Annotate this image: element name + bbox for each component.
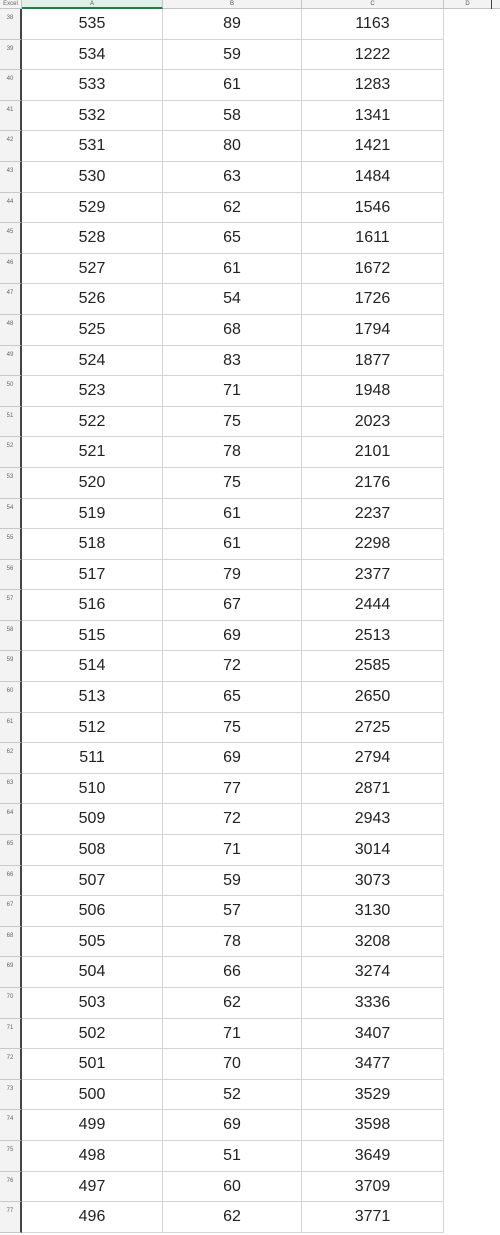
cell-d[interactable] xyxy=(444,896,500,927)
row-header[interactable]: 56 xyxy=(0,560,22,591)
cell-b[interactable]: 70 xyxy=(163,1049,302,1080)
table-row xyxy=(0,376,500,407)
cell-a[interactable]: 523 xyxy=(22,376,163,407)
cell-b[interactable]: 61 xyxy=(163,70,302,101)
row-header[interactable]: 63 xyxy=(0,774,22,805)
cell-b[interactable]: 59 xyxy=(163,40,302,71)
cell-a[interactable]: 518 xyxy=(22,529,163,560)
cell-b[interactable]: 78 xyxy=(163,437,302,468)
cell-d[interactable] xyxy=(444,162,500,193)
row-header[interactable]: 42 xyxy=(0,131,22,162)
table-row xyxy=(0,713,500,744)
column-header-c[interactable]: C xyxy=(302,0,444,9)
table-row xyxy=(0,131,500,162)
table-row xyxy=(0,651,500,682)
cell-a[interactable]: 524 xyxy=(22,346,163,377)
cell-c[interactable]: 2237 xyxy=(302,499,444,530)
row-header[interactable]: 49 xyxy=(0,346,22,377)
cell-a[interactable]: 505 xyxy=(22,927,163,958)
cell-c[interactable]: 3073 xyxy=(302,866,444,897)
cell-a[interactable]: 525 xyxy=(22,315,163,346)
cell-b[interactable]: 65 xyxy=(163,223,302,254)
cell-c[interactable]: 2023 xyxy=(302,407,444,438)
row-header[interactable]: 73 xyxy=(0,1080,22,1111)
grid-body xyxy=(0,9,500,1233)
table-row xyxy=(0,40,500,71)
cell-d[interactable] xyxy=(444,590,500,621)
cell-d[interactable] xyxy=(444,468,500,499)
row-header[interactable]: 53 xyxy=(0,468,22,499)
cell-b[interactable]: 77 xyxy=(163,774,302,805)
table-row xyxy=(0,529,500,560)
cell-d[interactable] xyxy=(444,957,500,988)
cell-b[interactable]: 61 xyxy=(163,254,302,285)
cell-a[interactable]: 504 xyxy=(22,957,163,988)
cell-b[interactable]: 66 xyxy=(163,957,302,988)
cell-c[interactable]: 1546 xyxy=(302,193,444,224)
cell-d[interactable] xyxy=(444,1049,500,1080)
row-header[interactable]: 47 xyxy=(0,284,22,315)
cell-c[interactable]: 3014 xyxy=(302,835,444,866)
cell-a[interactable]: 522 xyxy=(22,407,163,438)
cell-c[interactable]: 3477 xyxy=(302,1049,444,1080)
table-row xyxy=(0,988,500,1019)
cell-a[interactable]: 509 xyxy=(22,804,163,835)
cell-c[interactable]: 3529 xyxy=(302,1080,444,1111)
row-header[interactable]: 76 xyxy=(0,1172,22,1203)
table-row xyxy=(0,223,500,254)
row-header[interactable]: 64 xyxy=(0,804,22,835)
row-header[interactable]: 46 xyxy=(0,254,22,285)
cell-d[interactable] xyxy=(444,804,500,835)
cell-a[interactable]: 513 xyxy=(22,682,163,713)
cell-b[interactable]: 62 xyxy=(163,1202,302,1233)
row-header[interactable]: 74 xyxy=(0,1110,22,1141)
row-header[interactable]: 44 xyxy=(0,193,22,224)
cell-d[interactable] xyxy=(444,866,500,897)
row-header[interactable]: 41 xyxy=(0,101,22,132)
row-header[interactable]: 72 xyxy=(0,1049,22,1080)
cell-d[interactable] xyxy=(444,1202,500,1233)
cell-c[interactable]: 2101 xyxy=(302,437,444,468)
column-header-b[interactable]: B xyxy=(163,0,302,9)
cell-b[interactable]: 72 xyxy=(163,651,302,682)
cell-a[interactable]: 517 xyxy=(22,560,163,591)
table-row xyxy=(0,1141,500,1172)
row-header[interactable]: 71 xyxy=(0,1019,22,1050)
cell-b[interactable]: 69 xyxy=(163,1110,302,1141)
table-row xyxy=(0,437,500,468)
cell-c[interactable]: 2444 xyxy=(302,590,444,621)
cell-b[interactable]: 75 xyxy=(163,407,302,438)
cell-b[interactable]: 57 xyxy=(163,896,302,927)
cell-d[interactable] xyxy=(444,651,500,682)
cell-b[interactable]: 72 xyxy=(163,804,302,835)
cell-d[interactable] xyxy=(444,131,500,162)
cell-a[interactable]: 515 xyxy=(22,621,163,652)
table-row xyxy=(0,407,500,438)
cell-c[interactable]: 2585 xyxy=(302,651,444,682)
cell-d[interactable] xyxy=(444,407,500,438)
row-header[interactable]: 52 xyxy=(0,437,22,468)
cell-a[interactable]: 496 xyxy=(22,1202,163,1233)
table-row xyxy=(0,193,500,224)
row-header[interactable]: 48 xyxy=(0,315,22,346)
cell-d[interactable] xyxy=(444,1110,500,1141)
row-header[interactable]: 75 xyxy=(0,1141,22,1172)
row-header[interactable]: 58 xyxy=(0,621,22,652)
cell-b[interactable]: 59 xyxy=(163,866,302,897)
cell-d[interactable] xyxy=(444,1141,500,1172)
column-header-a[interactable]: A xyxy=(22,0,163,9)
cell-c[interactable]: 3274 xyxy=(302,957,444,988)
cell-c[interactable]: 2513 xyxy=(302,621,444,652)
cell-a[interactable]: 499 xyxy=(22,1110,163,1141)
cell-b[interactable]: 80 xyxy=(163,131,302,162)
cell-d[interactable] xyxy=(444,284,500,315)
table-row xyxy=(0,927,500,958)
cell-b[interactable]: 89 xyxy=(163,9,302,40)
cell-a[interactable]: 511 xyxy=(22,743,163,774)
cell-d[interactable] xyxy=(444,193,500,224)
row-header[interactable]: 70 xyxy=(0,988,22,1019)
row-header[interactable]: 65 xyxy=(0,835,22,866)
cell-a[interactable]: 503 xyxy=(22,988,163,1019)
cell-d[interactable] xyxy=(444,101,500,132)
cell-c[interactable]: 3130 xyxy=(302,896,444,927)
cell-a[interactable]: 516 xyxy=(22,590,163,621)
cell-c[interactable]: 3649 xyxy=(302,1141,444,1172)
cell-d[interactable] xyxy=(444,774,500,805)
cell-a[interactable]: 500 xyxy=(22,1080,163,1111)
cell-a[interactable]: 502 xyxy=(22,1019,163,1050)
table-row xyxy=(0,1172,500,1203)
column-header-row xyxy=(0,0,500,9)
table-row xyxy=(0,866,500,897)
table-row xyxy=(0,162,500,193)
cell-a[interactable]: 527 xyxy=(22,254,163,285)
cell-c[interactable]: 2298 xyxy=(302,529,444,560)
row-header[interactable]: 55 xyxy=(0,529,22,560)
cell-a[interactable]: 506 xyxy=(22,896,163,927)
select-all-corner[interactable]: Excel xyxy=(0,0,22,9)
table-row xyxy=(0,9,500,40)
cell-b[interactable]: 62 xyxy=(163,988,302,1019)
cell-c[interactable]: 2176 xyxy=(302,468,444,499)
table-row xyxy=(0,835,500,866)
cell-c[interactable]: 1877 xyxy=(302,346,444,377)
cell-c[interactable]: 1163 xyxy=(302,9,444,40)
cell-d[interactable] xyxy=(444,713,500,744)
cell-a[interactable]: 530 xyxy=(22,162,163,193)
cell-d[interactable] xyxy=(444,1080,500,1111)
cell-a[interactable]: 497 xyxy=(22,1172,163,1203)
cell-a[interactable]: 526 xyxy=(22,284,163,315)
table-row xyxy=(0,284,500,315)
cell-d[interactable] xyxy=(444,40,500,71)
row-header[interactable]: 60 xyxy=(0,682,22,713)
cell-c[interactable]: 1726 xyxy=(302,284,444,315)
cell-b[interactable]: 75 xyxy=(163,468,302,499)
cell-a[interactable]: 514 xyxy=(22,651,163,682)
table-row xyxy=(0,590,500,621)
cell-a[interactable]: 528 xyxy=(22,223,163,254)
cell-c[interactable]: 1283 xyxy=(302,70,444,101)
table-row xyxy=(0,682,500,713)
row-header[interactable]: 50 xyxy=(0,376,22,407)
cell-d[interactable] xyxy=(444,682,500,713)
cell-b[interactable]: 71 xyxy=(163,376,302,407)
cell-d[interactable] xyxy=(444,499,500,530)
table-row xyxy=(0,804,500,835)
cell-d[interactable] xyxy=(444,529,500,560)
cell-d[interactable] xyxy=(444,560,500,591)
cell-b[interactable]: 68 xyxy=(163,315,302,346)
row-header[interactable]: 51 xyxy=(0,407,22,438)
cell-b[interactable]: 58 xyxy=(163,101,302,132)
cell-c[interactable]: 3336 xyxy=(302,988,444,1019)
cell-c[interactable]: 3598 xyxy=(302,1110,444,1141)
cell-c[interactable]: 1222 xyxy=(302,40,444,71)
column-header-d[interactable]: D xyxy=(444,0,492,9)
row-header[interactable]: 43 xyxy=(0,162,22,193)
cell-c[interactable]: 1484 xyxy=(302,162,444,193)
cell-a[interactable]: 533 xyxy=(22,70,163,101)
cell-b[interactable]: 65 xyxy=(163,682,302,713)
cell-c[interactable]: 1341 xyxy=(302,101,444,132)
cell-b[interactable]: 69 xyxy=(163,621,302,652)
cell-a[interactable]: 519 xyxy=(22,499,163,530)
cell-b[interactable]: 75 xyxy=(163,713,302,744)
table-row xyxy=(0,468,500,499)
cell-b[interactable]: 79 xyxy=(163,560,302,591)
cell-c[interactable]: 2871 xyxy=(302,774,444,805)
table-row xyxy=(0,499,500,530)
cell-d[interactable] xyxy=(444,254,500,285)
cell-a[interactable]: 534 xyxy=(22,40,163,71)
cell-a[interactable]: 501 xyxy=(22,1049,163,1080)
cell-d[interactable] xyxy=(444,835,500,866)
table-row xyxy=(0,896,500,927)
cell-c[interactable]: 1948 xyxy=(302,376,444,407)
cell-d[interactable] xyxy=(444,1172,500,1203)
table-row xyxy=(0,743,500,774)
cell-d[interactable] xyxy=(444,346,500,377)
table-row xyxy=(0,101,500,132)
column-header-e-partial[interactable] xyxy=(492,0,500,9)
cell-a[interactable]: 532 xyxy=(22,101,163,132)
table-row xyxy=(0,1019,500,1050)
cell-d[interactable] xyxy=(444,927,500,958)
row-header[interactable]: 39 xyxy=(0,40,22,71)
row-header[interactable]: 38 xyxy=(0,9,22,40)
table-row xyxy=(0,1110,500,1141)
cell-d[interactable] xyxy=(444,743,500,774)
cell-a[interactable]: 510 xyxy=(22,774,163,805)
row-header[interactable]: 54 xyxy=(0,499,22,530)
column-divider xyxy=(491,0,492,9)
cell-b[interactable]: 51 xyxy=(163,1141,302,1172)
cell-c[interactable]: 3208 xyxy=(302,927,444,958)
row-header[interactable]: 62 xyxy=(0,743,22,774)
cell-b[interactable]: 67 xyxy=(163,590,302,621)
cell-a[interactable]: 531 xyxy=(22,131,163,162)
cell-c[interactable]: 3771 xyxy=(302,1202,444,1233)
cell-a[interactable]: 520 xyxy=(22,468,163,499)
row-header[interactable]: 45 xyxy=(0,223,22,254)
cell-c[interactable]: 2943 xyxy=(302,804,444,835)
row-header[interactable]: 67 xyxy=(0,896,22,927)
cell-b[interactable]: 61 xyxy=(163,499,302,530)
cell-b[interactable]: 83 xyxy=(163,346,302,377)
cell-b[interactable]: 71 xyxy=(163,835,302,866)
cell-c[interactable]: 3709 xyxy=(302,1172,444,1203)
cell-b[interactable]: 69 xyxy=(163,743,302,774)
table-row xyxy=(0,70,500,101)
cell-c[interactable]: 2725 xyxy=(302,713,444,744)
cell-c[interactable]: 2650 xyxy=(302,682,444,713)
cell-a[interactable]: 507 xyxy=(22,866,163,897)
table-row xyxy=(0,560,500,591)
cell-d[interactable] xyxy=(444,376,500,407)
cell-c[interactable]: 1611 xyxy=(302,223,444,254)
cell-d[interactable] xyxy=(444,621,500,652)
cell-c[interactable]: 1672 xyxy=(302,254,444,285)
cell-d[interactable] xyxy=(444,437,500,468)
cell-b[interactable]: 52 xyxy=(163,1080,302,1111)
table-row xyxy=(0,957,500,988)
cell-d[interactable] xyxy=(444,315,500,346)
cell-b[interactable]: 60 xyxy=(163,1172,302,1203)
cell-d[interactable] xyxy=(444,988,500,1019)
table-row xyxy=(0,1202,500,1233)
row-header[interactable]: 57 xyxy=(0,590,22,621)
table-row xyxy=(0,346,500,377)
row-header[interactable]: 68 xyxy=(0,927,22,958)
table-row xyxy=(0,254,500,285)
cell-a[interactable]: 529 xyxy=(22,193,163,224)
cell-d[interactable] xyxy=(444,223,500,254)
cell-d[interactable] xyxy=(444,1019,500,1050)
row-header[interactable]: 66 xyxy=(0,866,22,897)
cell-b[interactable]: 78 xyxy=(163,927,302,958)
cell-d[interactable] xyxy=(444,70,500,101)
cell-a[interactable]: 508 xyxy=(22,835,163,866)
cell-c[interactable]: 1794 xyxy=(302,315,444,346)
row-header[interactable]: 77 xyxy=(0,1202,22,1233)
cell-b[interactable]: 62 xyxy=(163,193,302,224)
row-header[interactable]: 40 xyxy=(0,70,22,101)
cell-a[interactable]: 512 xyxy=(22,713,163,744)
row-header[interactable]: 69 xyxy=(0,957,22,988)
cell-c[interactable]: 2377 xyxy=(302,560,444,591)
cell-d[interactable] xyxy=(444,9,500,40)
cell-b[interactable]: 61 xyxy=(163,529,302,560)
cell-a[interactable]: 498 xyxy=(22,1141,163,1172)
cell-c[interactable]: 3407 xyxy=(302,1019,444,1050)
table-row xyxy=(0,774,500,805)
cell-b[interactable]: 63 xyxy=(163,162,302,193)
cell-c[interactable]: 1421 xyxy=(302,131,444,162)
table-row xyxy=(0,621,500,652)
table-row xyxy=(0,1049,500,1080)
table-row xyxy=(0,1080,500,1111)
cell-c[interactable]: 2794 xyxy=(302,743,444,774)
cell-a[interactable]: 535 xyxy=(22,9,163,40)
cell-b[interactable]: 71 xyxy=(163,1019,302,1050)
row-header[interactable]: 61 xyxy=(0,713,22,744)
cell-a[interactable]: 521 xyxy=(22,437,163,468)
cell-b[interactable]: 54 xyxy=(163,284,302,315)
row-header[interactable]: 59 xyxy=(0,651,22,682)
table-row xyxy=(0,315,500,346)
